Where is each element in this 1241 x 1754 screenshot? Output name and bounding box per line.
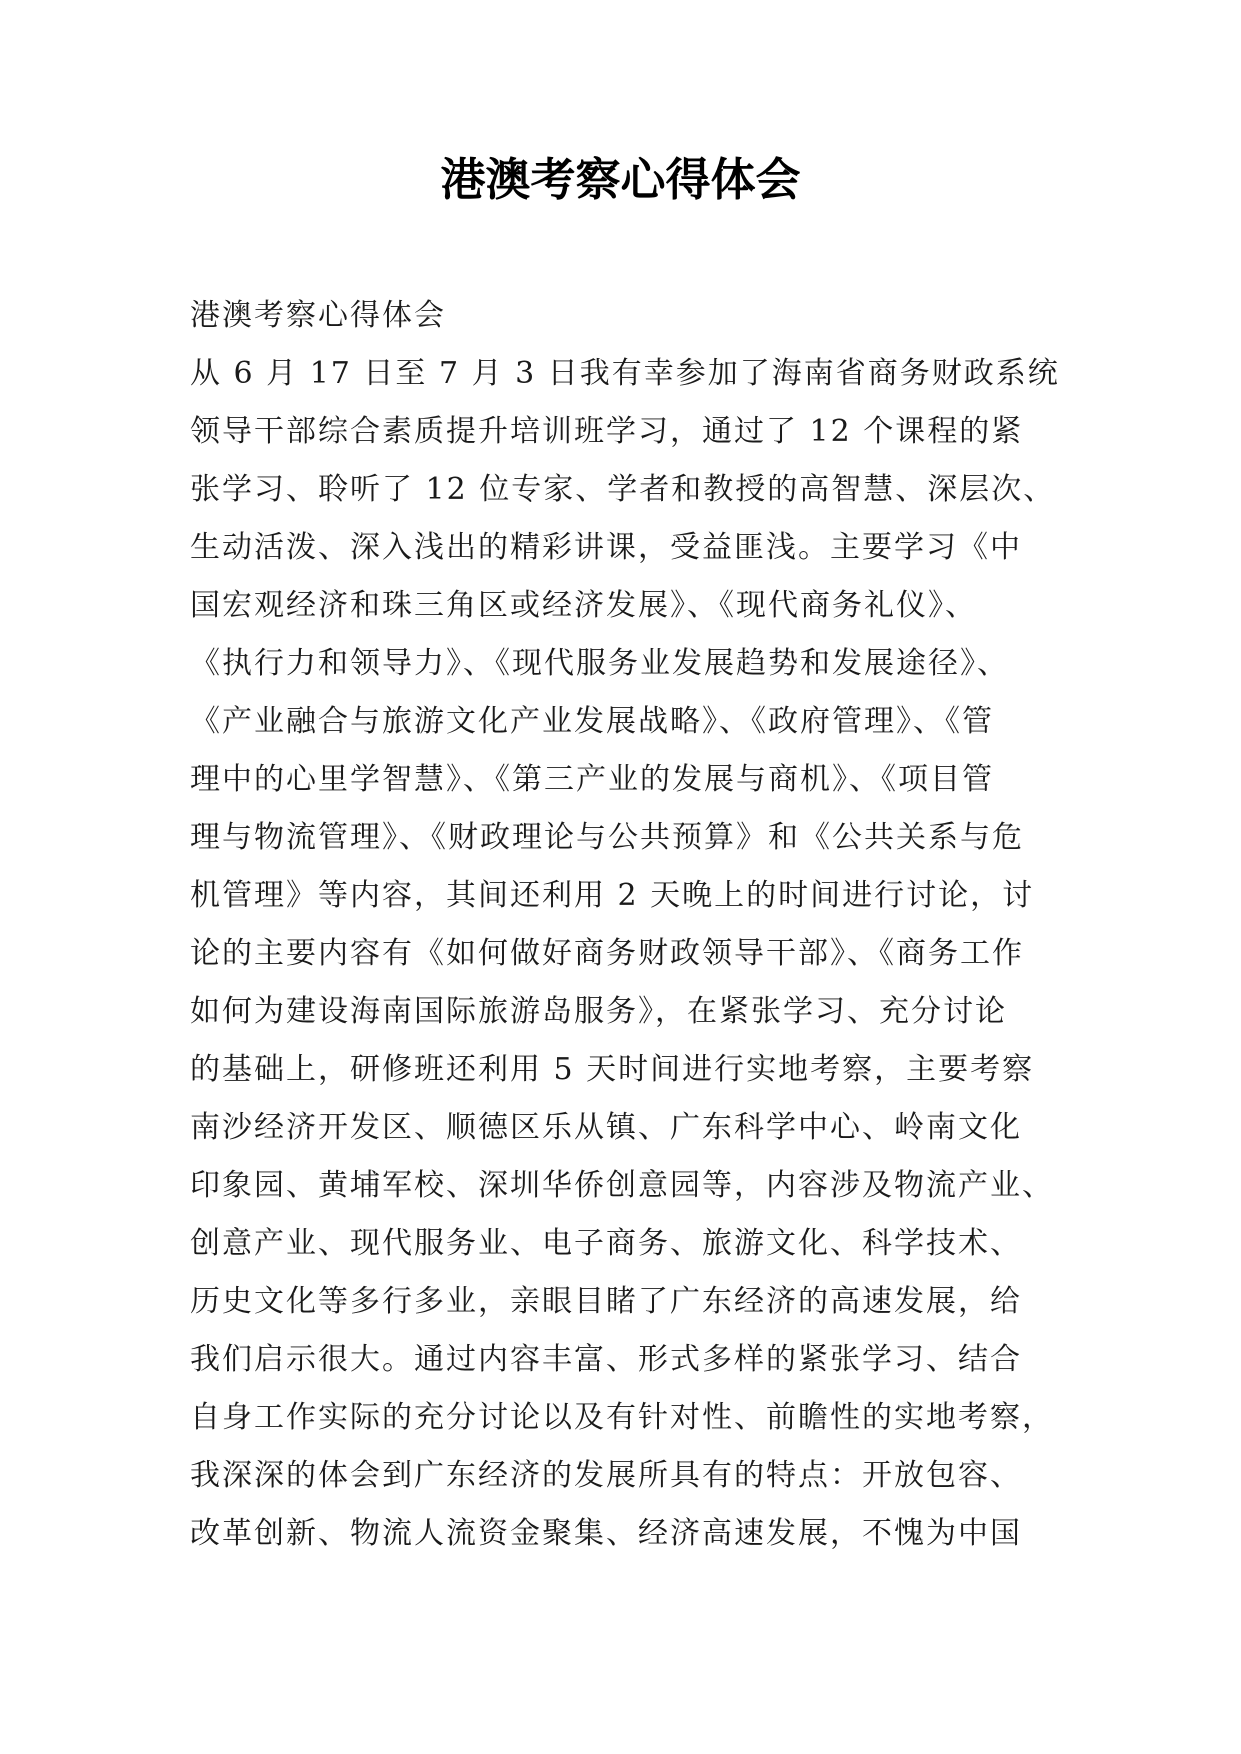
document-title: 港澳考察心得体会 xyxy=(440,153,801,206)
body-line: 创意产业、现代服务业、电子商务、旅游文化、科学技术、 xyxy=(190,1226,1022,1261)
body-line: 《产业融合与旅游文化产业发展战略》、《政府管理》、《管 xyxy=(190,704,994,739)
body-line: 理与物流管理》、《财政理论与公共预算》和《公共关系与危 xyxy=(190,820,1024,855)
body-line: 如何为建设海南国际旅游岛服务》，在紧张学习、充分讨论 xyxy=(190,994,1007,1029)
body-line: 改革创新、物流人流资金聚集、经济高速发展，不愧为中国 xyxy=(190,1516,1022,1551)
body-line: 张学习、聆听了 12 位专家、学者和教授的高智慧、深层次、 xyxy=(190,472,1056,507)
document-body xyxy=(190,287,1070,1563)
body-line: 国宏观经济和珠三角区或经济发展》、《现代商务礼仪》、 xyxy=(190,588,977,623)
body-line: 从 6 月 17 日至 7 月 3 日我有幸参加了海南省商务财政系统 xyxy=(190,356,1060,391)
body-line: 我们启示很大。通过内容丰富、形式多样的紧张学习、结合 xyxy=(190,1342,1022,1377)
body-line: 我深深的体会到广东经济的发展所具有的特点：开放包容、 xyxy=(190,1458,1022,1493)
body-line: 论的主要内容有《如何做好商务财政领导干部》、《商务工作 xyxy=(190,936,1024,971)
body-line: 领导干部综合素质提升培训班学习，通过了 12 个课程的紧 xyxy=(190,414,1024,449)
body-line: 的基础上，研修班还利用 5 天时间进行实地考察，主要考察 xyxy=(190,1052,1035,1087)
body-line: 《执行力和领导力》、《现代服务业发展趋势和发展途径》、 xyxy=(190,646,1009,681)
body-line: 南沙经济开发区、顺德区乐从镇、广东科学中心、岭南文化 xyxy=(190,1110,1022,1145)
body-line: 理中的心里学智慧》、《第三产业的发展与商机》、《项目管 xyxy=(190,762,994,797)
body-line: 历史文化等多行多业，亲眼目睹了广东经济的高速发展，给 xyxy=(190,1284,1022,1319)
body-line: 印象园、黄埔军校、深圳华侨创意园等，内容涉及物流产业、 xyxy=(190,1168,1054,1203)
body-line: 生动活泼、深入浅出的精彩讲课，受益匪浅。主要学习《中 xyxy=(190,530,1022,565)
body-line: 港澳考察心得体会 xyxy=(190,298,446,333)
body-line: 机管理》等内容，其间还利用 2 天晚上的时间进行讨论，讨 xyxy=(190,878,1035,913)
body-line: 自身工作实际的充分讨论以及有针对性、前瞻性的实地考察， xyxy=(190,1400,1054,1435)
